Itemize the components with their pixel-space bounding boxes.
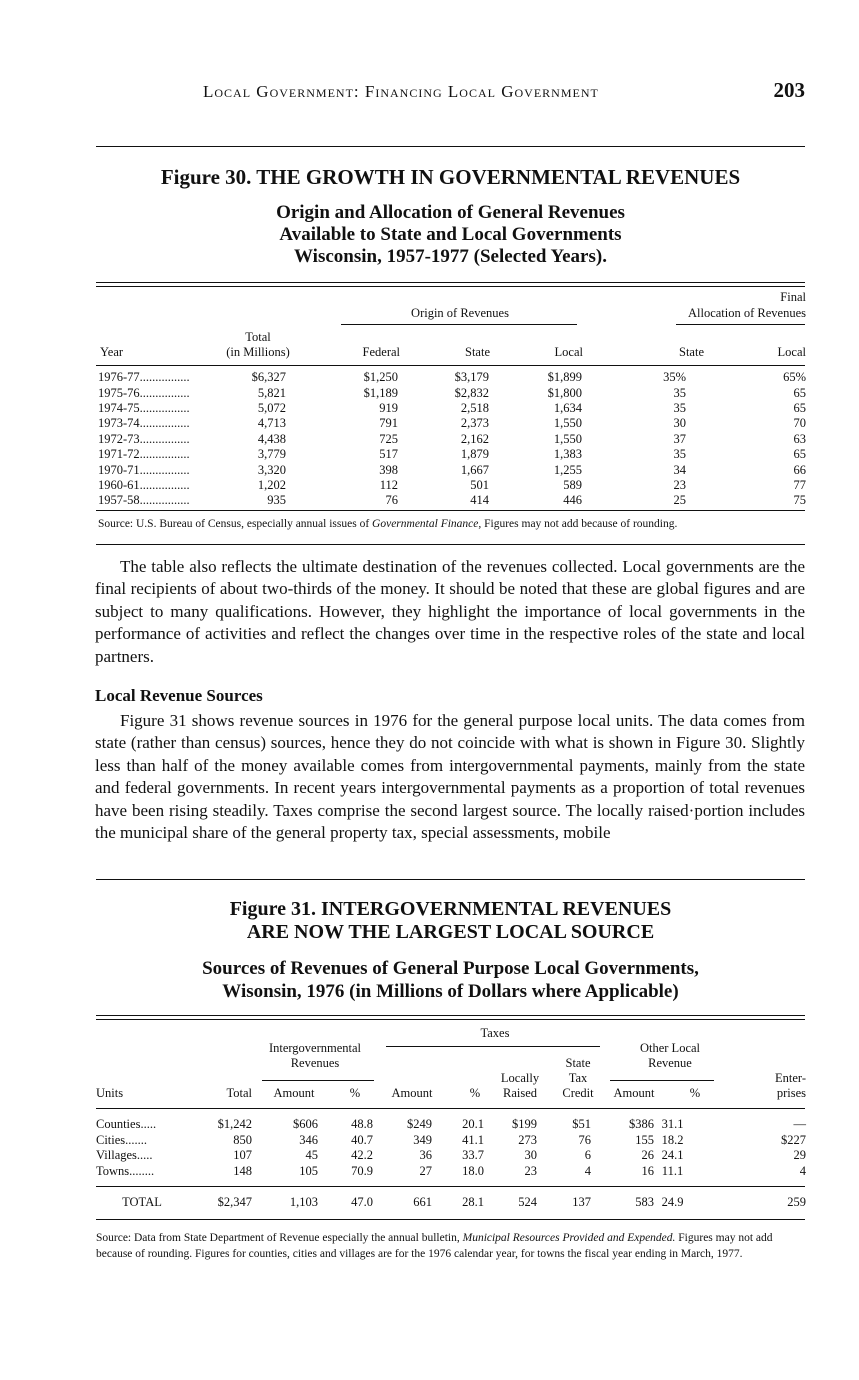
table-row bbox=[96, 1133, 806, 1149]
figure30-subtitle-line3: Wisconsin, 1957-1977 (Selected Years). bbox=[294, 246, 607, 267]
running-head-title: Local Government: Financing Local Government bbox=[203, 82, 599, 101]
figure31-subtitle-line2: Wisonsin, 1976 (in Millions of Dollars where Applicable) bbox=[222, 981, 679, 1002]
table-row bbox=[98, 432, 806, 447]
paragraph-2 bbox=[95, 710, 805, 844]
f30-total-header: (in Millions) bbox=[226, 345, 290, 359]
alloc-local-cell: 65% bbox=[783, 370, 806, 385]
running-head bbox=[0, 78, 859, 104]
figure30-top-rule bbox=[96, 282, 805, 283]
alloc-local-cell: 65 bbox=[793, 400, 806, 415]
local-cell: $1,899 bbox=[547, 370, 582, 385]
alloc-local-cell: 66 bbox=[793, 462, 806, 477]
total-cell: 850 bbox=[233, 1132, 252, 1147]
local-cell: 1,383 bbox=[553, 447, 582, 462]
f30-federal-header: Federal bbox=[362, 345, 400, 359]
f31-bottom-rule bbox=[96, 1219, 805, 1220]
table-row bbox=[98, 493, 806, 508]
local-cell: $1,800 bbox=[547, 385, 582, 400]
state-cell: 1,879 bbox=[460, 447, 489, 462]
f31-locally-line1: Locally bbox=[500, 1071, 540, 1085]
federal-cell: 725 bbox=[379, 431, 398, 446]
state-cell: $3,179 bbox=[454, 370, 489, 385]
paragraph-2-text: Figure 31 shows revenue sources in 1976 for the general purpose local units. The data comes from state (rather than census) sources, hence they do not coincide with what is shown in Figure 30. Slightly less than half of the money available comes from intergovernmental payments, mainly from the state and federal governments. In recent years intergovernmental payments as a proportion of total revenues have been rising steadily. Taxes comprise the second largest source. The locally raised·portion includes the municipal share of the general property tax, special assessments, mobile bbox=[95, 711, 805, 843]
leader-dots: ................ bbox=[139, 431, 190, 446]
alloc-state-cell: 35 bbox=[673, 385, 686, 400]
leader-dots: ................ bbox=[139, 400, 190, 415]
f30-bottom-rule bbox=[96, 510, 805, 511]
year-label: 1972-73 bbox=[98, 431, 140, 446]
page-number: 203 bbox=[773, 78, 805, 102]
table-row bbox=[96, 1164, 806, 1180]
leader-dots: ................ bbox=[139, 477, 190, 492]
total-unit-cell: TOTAL bbox=[122, 1195, 162, 1209]
total-cell: 3,320 bbox=[257, 462, 286, 477]
alloc-local-cell: 70 bbox=[793, 416, 806, 431]
federal-cell: 76 bbox=[385, 493, 398, 508]
total-other-amount-cell: 583 bbox=[635, 1195, 654, 1209]
f30-state-header: State bbox=[465, 345, 490, 359]
total-cell: 1,202 bbox=[257, 477, 286, 492]
year-cell bbox=[98, 493, 204, 508]
year-cell bbox=[98, 462, 204, 477]
other-pct-cell: 18.2 bbox=[661, 1132, 684, 1147]
figure31-total-table bbox=[96, 1195, 806, 1210]
local-cell: 1,550 bbox=[553, 431, 582, 446]
year-cell bbox=[98, 385, 204, 400]
local-cell: 589 bbox=[563, 477, 582, 492]
tax-pct-cell: 33.7 bbox=[462, 1148, 484, 1163]
total-cell: 3,779 bbox=[257, 447, 286, 462]
total-cell: 148 bbox=[233, 1164, 252, 1179]
total-enterprises-cell: 259 bbox=[787, 1195, 806, 1209]
locally-raised-cell: $199 bbox=[512, 1117, 537, 1132]
state-cell: 501 bbox=[470, 477, 489, 492]
federal-cell: $1,189 bbox=[363, 385, 398, 400]
alloc-state-cell: 23 bbox=[673, 477, 686, 492]
f31-other-line1: Other Local bbox=[639, 1041, 701, 1055]
total-cell: 4,438 bbox=[257, 431, 286, 446]
f30-origin-rule bbox=[341, 324, 577, 325]
unit-label: Cities bbox=[96, 1132, 126, 1147]
paragraph-1 bbox=[95, 556, 805, 668]
alloc-local-cell: 65 bbox=[793, 447, 806, 462]
tax-amount-cell: $249 bbox=[407, 1117, 432, 1132]
other-amount-cell: $386 bbox=[629, 1117, 654, 1132]
total-cell: 107 bbox=[233, 1148, 252, 1163]
figure31-title-line1: Figure 31. INTERGOVERNMENTAL REVENUES bbox=[229, 898, 672, 920]
alloc-state-cell: 35% bbox=[663, 370, 686, 385]
alloc-state-cell: 37 bbox=[673, 431, 686, 446]
other-amount-cell: 16 bbox=[641, 1164, 654, 1179]
section-heading: Local Revenue Sources bbox=[95, 686, 263, 705]
year-cell bbox=[98, 416, 204, 431]
alloc-local-cell: 65 bbox=[793, 385, 806, 400]
f31-enter-line2: prises bbox=[776, 1086, 806, 1100]
state-cell: 2,162 bbox=[460, 431, 489, 446]
total-cell: $6,327 bbox=[251, 370, 286, 385]
f31-oth-amount-header: Amount bbox=[613, 1086, 655, 1100]
local-cell: 1,550 bbox=[553, 416, 582, 431]
other-pct-cell: 31.1 bbox=[661, 1117, 684, 1132]
total-ig-pct-cell: 47.0 bbox=[351, 1195, 373, 1209]
ig-pct-cell: 48.8 bbox=[351, 1117, 373, 1132]
tax-pct-cell: 18.0 bbox=[462, 1164, 484, 1179]
f31-source-title: Municipal Resources Provided and Expended. bbox=[462, 1232, 676, 1244]
unit-cell bbox=[96, 1117, 178, 1133]
table-row bbox=[98, 385, 806, 400]
year-cell bbox=[98, 370, 204, 385]
figure31-table bbox=[96, 1117, 806, 1179]
f31-ig-pct-header: % bbox=[349, 1086, 361, 1100]
f30-origin-group: Origin of Revenues bbox=[411, 306, 509, 320]
f31-state-tax-line2: Tax bbox=[568, 1071, 588, 1085]
f30-local-header: Local bbox=[554, 345, 583, 359]
f30-final-label: Final bbox=[780, 290, 806, 304]
table-row bbox=[98, 370, 806, 385]
f31-enter-line1: Enter- bbox=[775, 1071, 806, 1085]
f31-state-tax-line3: Credit bbox=[562, 1086, 594, 1100]
federal-cell: 112 bbox=[379, 477, 398, 492]
table-row bbox=[98, 447, 806, 462]
figure30-subtitle-line2: Available to State and Local Governments bbox=[279, 224, 622, 245]
total-credit-cell: 137 bbox=[572, 1195, 591, 1209]
f31-locally-line2: Raised bbox=[502, 1086, 538, 1100]
figure30-subtitle-line1: Origin and Allocation of General Revenues bbox=[276, 202, 625, 223]
alloc-state-cell: 35 bbox=[673, 447, 686, 462]
federal-cell: $1,250 bbox=[363, 370, 398, 385]
f30-source-suffix: Figures may not add because of rounding. bbox=[481, 518, 678, 530]
total-cell: 935 bbox=[267, 493, 286, 508]
f31-source-suffix: Figures may not add because of rounding. Figures for counties, cities and villages are for the 1976 calendar year, for towns the fiscal year ending in March, 1977. bbox=[96, 1232, 773, 1260]
figure30-subtitle bbox=[96, 202, 805, 268]
credit-cell: 76 bbox=[578, 1132, 591, 1147]
local-cell: 1,634 bbox=[553, 400, 582, 415]
leader-dots: ........ bbox=[129, 1164, 155, 1179]
table-row bbox=[98, 401, 806, 416]
leader-dots: ................ bbox=[139, 447, 190, 462]
total-ig-amount-cell: 1,103 bbox=[289, 1195, 318, 1209]
f30-header-rule bbox=[96, 365, 805, 366]
f30-source-prefix: Source: U.S. Bureau of Census, especially annual issues of bbox=[98, 518, 373, 530]
figure31-title bbox=[96, 898, 805, 944]
federal-cell: 517 bbox=[379, 447, 398, 462]
f31-tax-amount-header: Amount bbox=[391, 1086, 433, 1100]
total-cell: 5,072 bbox=[257, 400, 286, 415]
f31-ig-amount-header: Amount bbox=[273, 1086, 315, 1100]
figure30-table bbox=[98, 370, 806, 509]
f31-intergov-line2: Revenues bbox=[290, 1056, 340, 1070]
leader-dots: ....... bbox=[125, 1132, 148, 1147]
table-row bbox=[98, 478, 806, 493]
figure31-subtitle-line1: Sources of Revenues of General Purpose Local Governments, bbox=[202, 958, 699, 979]
year-label: 1973-74 bbox=[98, 416, 140, 431]
f31-other-line2: Revenue bbox=[648, 1056, 692, 1070]
state-cell: $2,832 bbox=[454, 385, 489, 400]
local-cell: 446 bbox=[563, 493, 582, 508]
unit-cell bbox=[96, 1133, 178, 1149]
ig-pct-cell: 40.7 bbox=[351, 1132, 373, 1147]
total-other-pct-cell: 24.9 bbox=[661, 1195, 684, 1209]
table-row bbox=[98, 416, 806, 431]
other-pct-cell: 24.1 bbox=[661, 1148, 684, 1163]
year-label: 1976-77 bbox=[98, 370, 140, 385]
unit-label: Counties bbox=[96, 1117, 141, 1132]
f30-allocation-rule bbox=[676, 324, 805, 325]
year-label: 1971-72 bbox=[98, 447, 140, 462]
locally-raised-cell: 23 bbox=[524, 1164, 537, 1179]
f31-state-tax-line1: State bbox=[565, 1056, 591, 1070]
alloc-local-cell: 63 bbox=[793, 431, 806, 446]
enterprises-cell: 4 bbox=[799, 1164, 806, 1179]
year-label: 1957-58 bbox=[98, 493, 140, 508]
total-cell: $1,242 bbox=[217, 1117, 252, 1132]
locally-raised-cell: 30 bbox=[524, 1148, 537, 1163]
f31-intergov-rule bbox=[262, 1080, 374, 1081]
other-pct-cell: 11.1 bbox=[661, 1164, 684, 1179]
tax-amount-cell: 349 bbox=[413, 1132, 432, 1147]
federal-cell: 919 bbox=[379, 400, 398, 415]
f30-alloc-state-header: State bbox=[679, 345, 704, 359]
credit-cell: $51 bbox=[572, 1117, 591, 1132]
leader-dots: ................ bbox=[139, 370, 190, 385]
f30-year-header: Year bbox=[100, 345, 124, 359]
f31-other-rule bbox=[610, 1080, 714, 1081]
total-locally-raised-cell: 524 bbox=[518, 1195, 537, 1209]
credit-cell: 6 bbox=[584, 1148, 591, 1163]
total-cell: 4,713 bbox=[257, 416, 286, 431]
leader-dots: ................ bbox=[139, 493, 190, 508]
alloc-local-cell: 77 bbox=[793, 477, 806, 492]
figure31-source bbox=[96, 1230, 806, 1262]
total-row bbox=[96, 1195, 806, 1210]
ig-amount-cell: 346 bbox=[299, 1132, 318, 1147]
f31-source-prefix: Source: Data from State Department of Revenue especially the annual bulletin, bbox=[96, 1232, 463, 1244]
state-cell: 1,667 bbox=[460, 462, 489, 477]
leader-dots: ................ bbox=[139, 416, 190, 431]
f30-alloc-local-header: Local bbox=[777, 345, 806, 359]
leader-dots: ..... bbox=[136, 1148, 153, 1163]
tax-amount-cell: 36 bbox=[419, 1148, 432, 1163]
other-amount-cell: 26 bbox=[641, 1148, 654, 1163]
state-cell: 414 bbox=[470, 493, 489, 508]
year-label: 1974-75 bbox=[98, 400, 140, 415]
locally-raised-cell: 273 bbox=[518, 1132, 537, 1147]
total-tax-pct-cell: 28.1 bbox=[462, 1195, 484, 1209]
figure30-source bbox=[98, 516, 806, 532]
ig-pct-cell: 42.2 bbox=[351, 1148, 373, 1163]
f31-oth-pct-header: % bbox=[689, 1086, 701, 1100]
total-tax-amount-cell: 661 bbox=[413, 1195, 432, 1209]
alloc-local-cell: 75 bbox=[793, 493, 806, 508]
unit-label: Villages bbox=[96, 1148, 137, 1163]
total-total-cell: $2,347 bbox=[217, 1195, 252, 1209]
f31-taxes-header: Taxes bbox=[480, 1026, 510, 1040]
ig-amount-cell: $606 bbox=[293, 1117, 318, 1132]
enterprises-cell: $227 bbox=[781, 1132, 806, 1147]
federal-cell: 398 bbox=[379, 462, 398, 477]
figure30-title: Figure 30. THE GROWTH IN GOVERNMENTAL REVENUES bbox=[160, 165, 741, 189]
alloc-state-cell: 30 bbox=[673, 416, 686, 431]
figure31-subtitle bbox=[96, 957, 805, 1003]
paragraph-1-text: The table also reflects the ultimate destination of the revenues collected. Local governments are the final recipients of about two-thirds of the money. It should be noted that these are global figures and are subject to many qualifications. However, they highlight the importance of local governments in the performance of activities and reflect the changes over time in the respective roles of the state and local partners. bbox=[95, 557, 805, 666]
tax-amount-cell: 27 bbox=[419, 1164, 432, 1179]
credit-cell: 4 bbox=[584, 1164, 591, 1179]
ig-amount-cell: 45 bbox=[305, 1148, 318, 1163]
total-cell: 5,821 bbox=[257, 385, 286, 400]
leader-dots: ..... bbox=[140, 1117, 157, 1132]
f30-allocation-group: Allocation of Revenues bbox=[687, 306, 806, 320]
f31-total-rule bbox=[96, 1186, 805, 1187]
f31-intergov-line1: Intergovernmental bbox=[268, 1041, 362, 1055]
f31-header-rule bbox=[96, 1108, 805, 1109]
federal-cell: 791 bbox=[379, 416, 398, 431]
year-cell bbox=[98, 478, 204, 493]
f30-total-label: Total bbox=[245, 330, 271, 344]
local-cell: 1,255 bbox=[553, 462, 582, 477]
state-cell: 2,518 bbox=[460, 400, 489, 415]
figure31-top-rule bbox=[96, 879, 805, 880]
ig-amount-cell: 105 bbox=[299, 1164, 318, 1179]
table-row bbox=[96, 1148, 806, 1164]
f31-taxes-rule bbox=[386, 1046, 600, 1047]
year-cell bbox=[98, 432, 204, 447]
other-amount-cell: 155 bbox=[635, 1132, 654, 1147]
ig-pct-cell: 70.9 bbox=[351, 1164, 373, 1179]
top-rule bbox=[96, 146, 805, 147]
alloc-state-cell: 35 bbox=[673, 400, 686, 415]
f31-units-header: Units bbox=[96, 1086, 124, 1100]
tax-pct-cell: 41.1 bbox=[462, 1132, 484, 1147]
leader-dots: ................ bbox=[139, 385, 190, 400]
year-cell bbox=[98, 447, 204, 462]
year-cell bbox=[98, 401, 204, 416]
leader-dots: ................ bbox=[139, 462, 190, 477]
year-label: 1975-76 bbox=[98, 385, 140, 400]
figure31-table-top-rule bbox=[96, 1015, 805, 1016]
tax-pct-cell: 20.1 bbox=[462, 1117, 484, 1132]
f30-source-title: Governmental Finance, bbox=[372, 518, 482, 530]
enterprises-cell: 29 bbox=[793, 1148, 806, 1163]
year-label: 1970-71 bbox=[98, 462, 140, 477]
table-row bbox=[96, 1117, 806, 1133]
f31-total-header: Total bbox=[226, 1086, 252, 1100]
unit-cell bbox=[96, 1148, 178, 1164]
unit-cell bbox=[96, 1164, 178, 1180]
enterprises-cell: — bbox=[793, 1117, 806, 1132]
state-cell: 2,373 bbox=[460, 416, 489, 431]
figure31-title-line2: ARE NOW THE LARGEST LOCAL SOURCE bbox=[246, 921, 655, 943]
alloc-state-cell: 25 bbox=[673, 493, 686, 508]
f30-end-rule bbox=[96, 544, 805, 545]
year-label: 1960-61 bbox=[98, 477, 140, 492]
alloc-state-cell: 34 bbox=[673, 462, 686, 477]
f31-tax-pct-header: % bbox=[469, 1086, 481, 1100]
unit-label: Towns bbox=[96, 1164, 130, 1179]
table-row bbox=[98, 462, 806, 477]
